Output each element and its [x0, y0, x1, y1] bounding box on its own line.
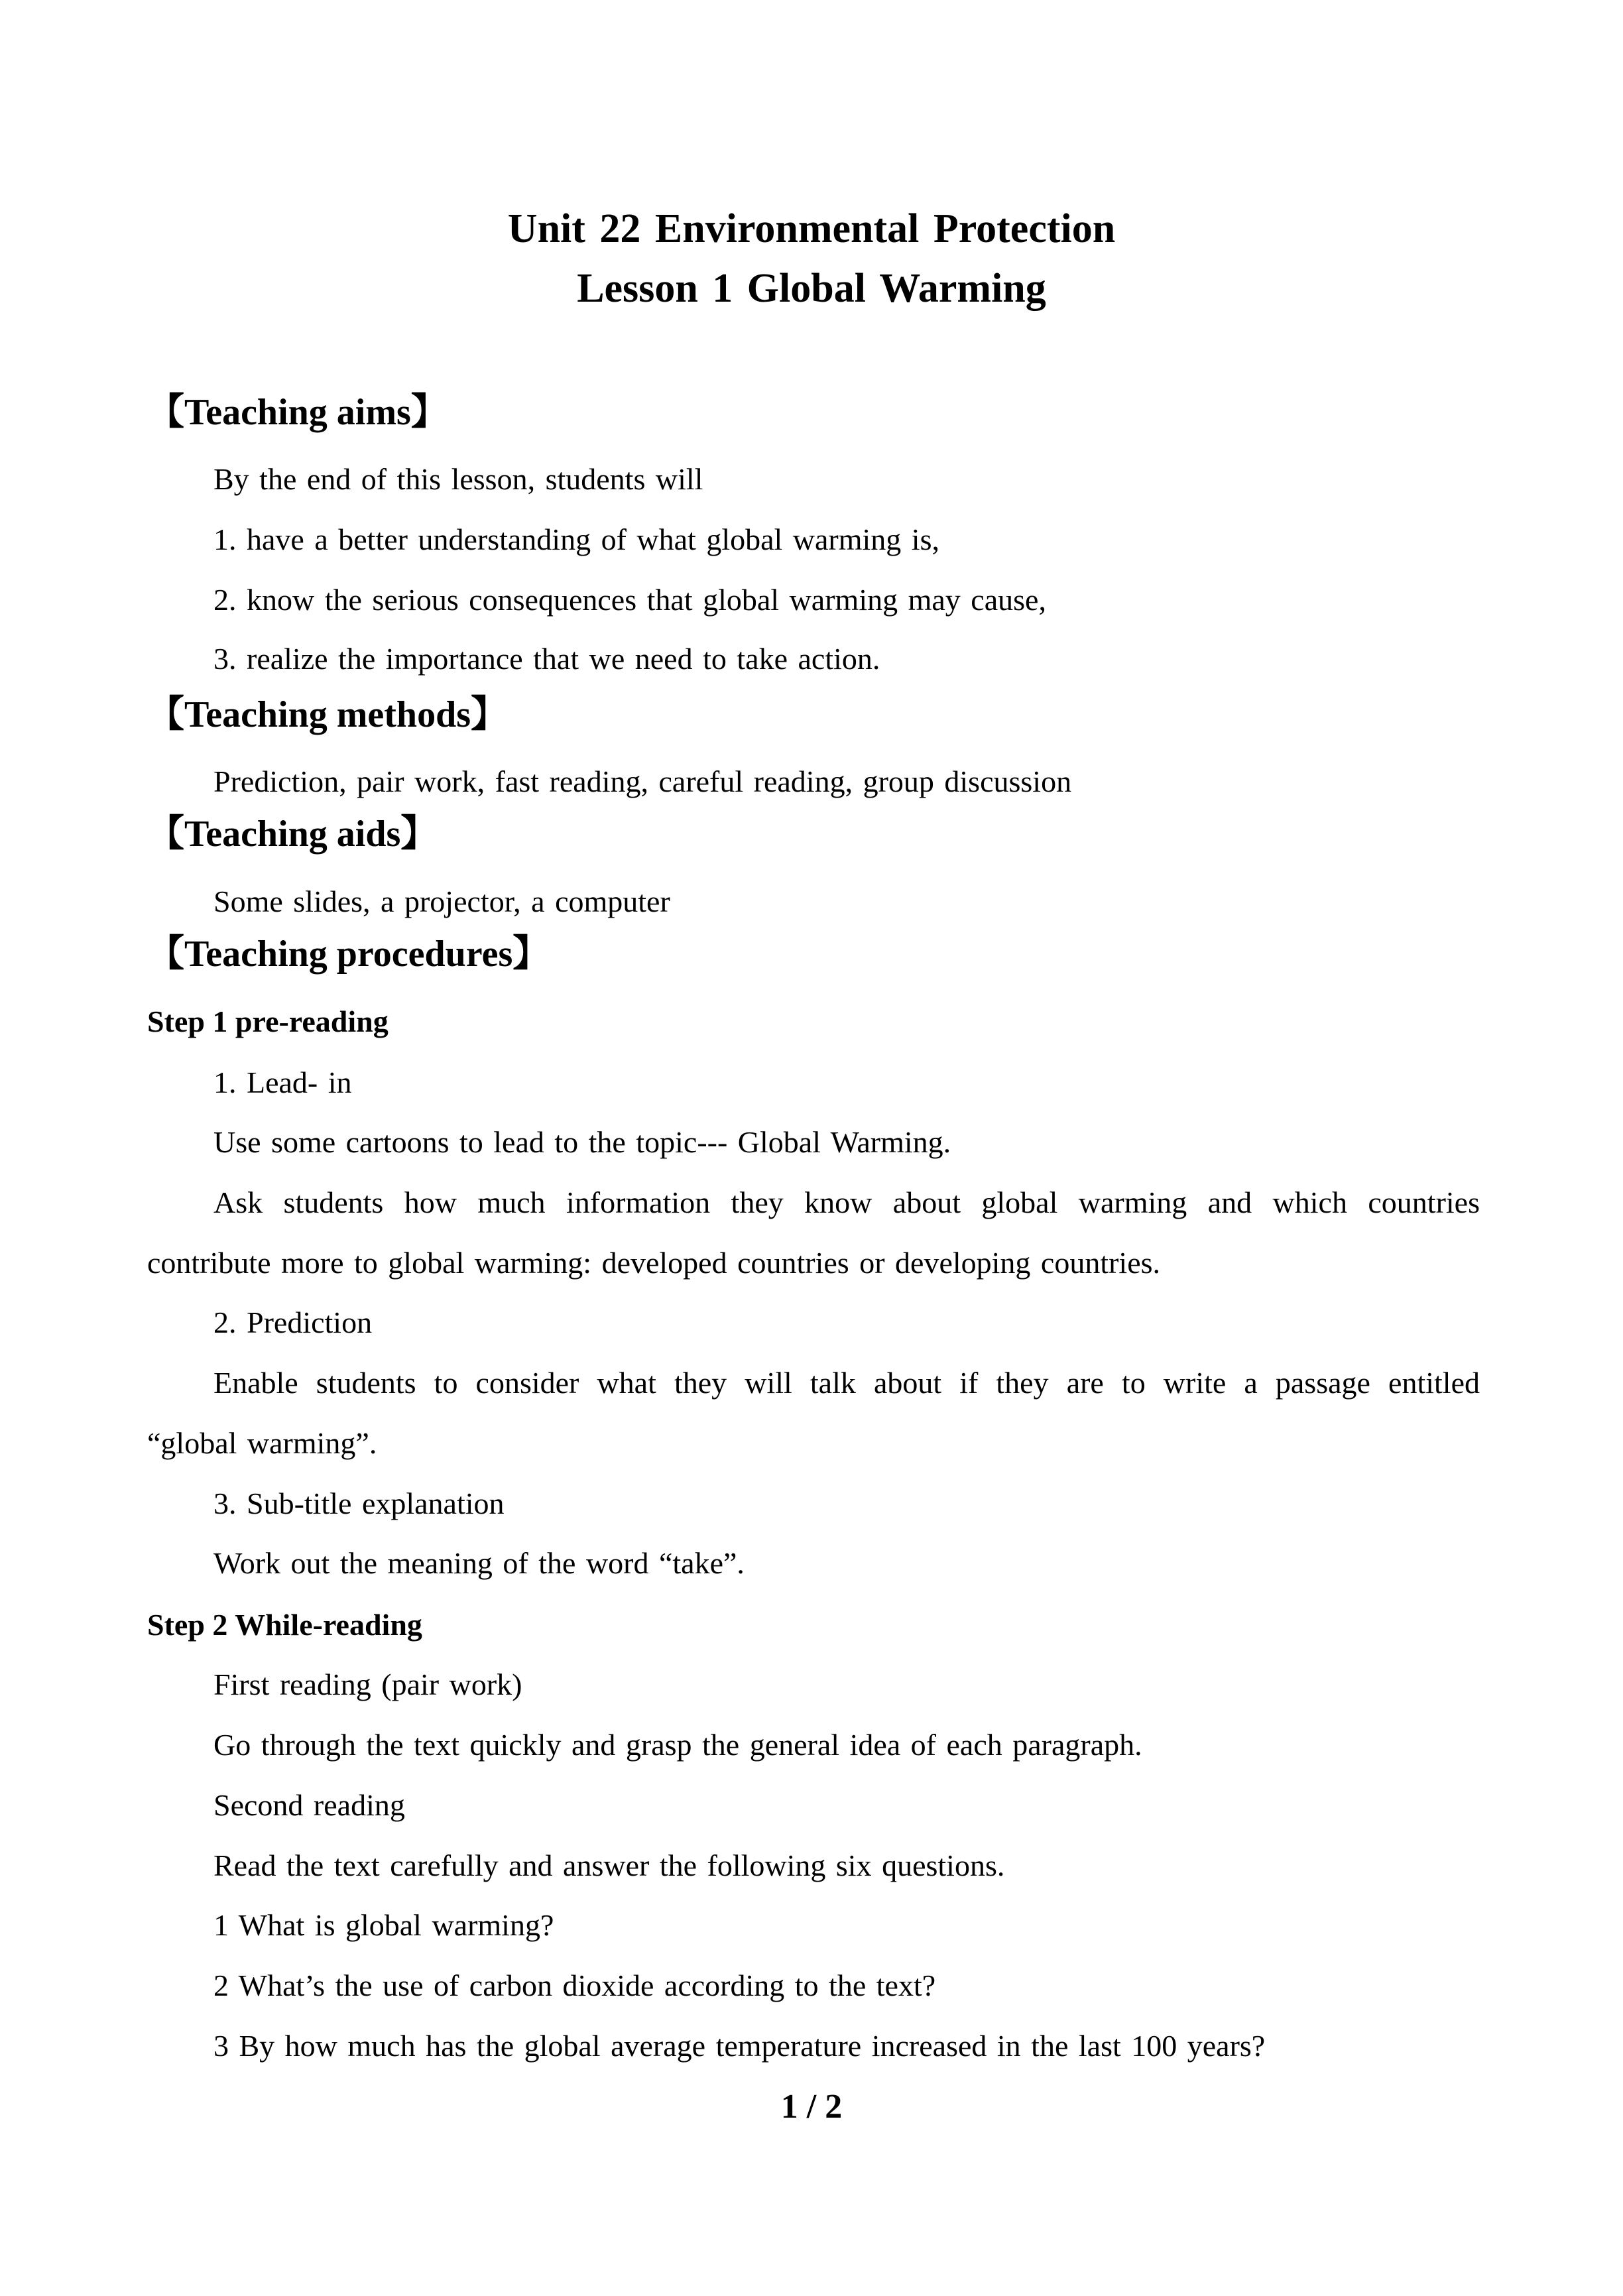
lead-in-text: Use some cartoons to lead to the topic--- Global Warming. — [213, 1125, 951, 1159]
aims-item-2: 2. know the serious consequences that global warming may cause, — [213, 583, 1046, 617]
teaching-aids-heading: 【Teaching aids】 — [147, 814, 438, 855]
lesson-title: Lesson 1 Global Warming — [577, 266, 1046, 311]
aims-item-3: 3. realize the importance that we need to take action. — [213, 642, 880, 676]
aids-text: Some slides, a projector, a computer — [213, 884, 670, 918]
methods-text: Prediction, pair work, fast reading, careful reading, group discussion — [213, 764, 1072, 798]
first-reading-text: Go through the text quickly and grasp the general idea of each paragraph. — [213, 1728, 1142, 1762]
ask-students-line-2: contribute more to global warming: developed countries or developing countries. — [147, 1246, 1161, 1280]
second-reading-label: Second reading — [213, 1788, 405, 1822]
prediction-line-2: “global warming”. — [147, 1426, 377, 1460]
teaching-aims-heading: 【Teaching aims】 — [147, 392, 448, 433]
subtitle-text: Work out the meaning of the word “take”. — [213, 1546, 745, 1580]
teaching-methods-heading: 【Teaching methods】 — [147, 694, 509, 735]
prediction-label: 2. Prediction — [213, 1305, 373, 1339]
question-2: 2 What’s the use of carbon dioxide according to the text? — [213, 1968, 936, 2002]
aims-intro: By the end of this lesson, students will — [213, 462, 703, 496]
first-reading-label: First reading (pair work) — [213, 1667, 522, 1701]
lead-in-label: 1. Lead- in — [213, 1065, 352, 1099]
unit-title: Unit 22 Environmental Protection — [507, 206, 1116, 251]
step-2-title: Step 2 While-reading — [147, 1608, 422, 1642]
second-reading-text: Read the text carefully and answer the following six questions. — [213, 1848, 1005, 1882]
question-1: 1 What is global warming? — [213, 1908, 554, 1942]
teaching-procedures-heading: 【Teaching procedures】 — [147, 934, 550, 975]
aims-item-1: 1. have a better understanding of what global warming is, — [213, 522, 939, 556]
step-1-title: Step 1 pre-reading — [147, 1004, 389, 1038]
prediction-line-1: Enable students to consider what they will talk about if they are to write a passage entitled — [213, 1366, 1480, 1400]
page-number: 1 / 2 — [780, 2088, 843, 2126]
subtitle-label: 3. Sub-title explanation — [213, 1486, 505, 1520]
ask-students-line-1: Ask students how much information they know about global warming and which countries — [213, 1185, 1480, 1219]
question-3: 3 By how much has the global average temperature increased in the last 100 years? — [213, 2029, 1266, 2063]
